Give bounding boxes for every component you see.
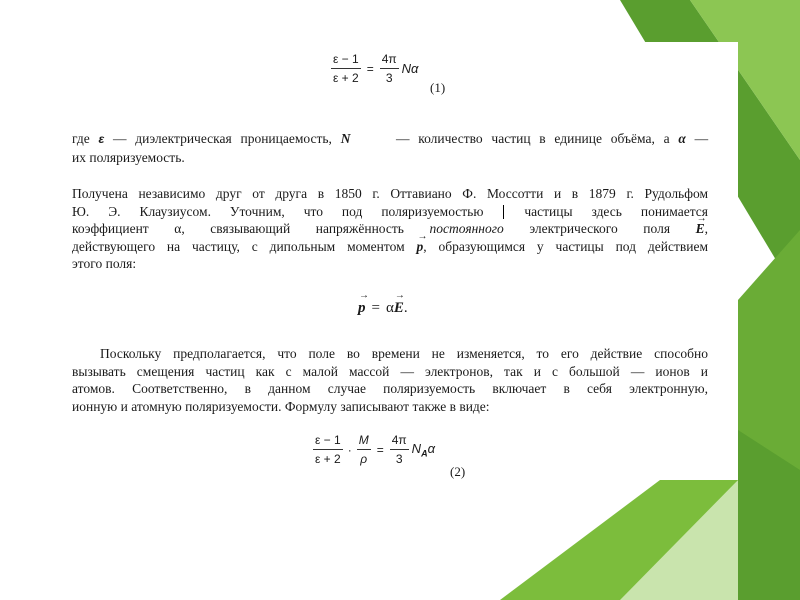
equation-number-2: (2) — [450, 464, 466, 479]
vector-E: → E — [696, 220, 705, 238]
paragraph-definitions: где ε — диэлектрическая проницаемость, N — количество частиц в единице объёма, а α — их поляризуемость. — [72, 131, 709, 165]
formula-clausius-mossotti: $\frac{\varepsilon - 1}{\varepsilon + 2}$ = $\frac{4\pi}{3}$ Nα — [333, 52, 419, 85]
fraction-epsilon-2: $\frac{\varepsilon - 1}{\varepsilon + 2}$ — [315, 433, 341, 466]
fraction-four-pi-three: $\frac{4\pi}{3}$ — [381, 52, 397, 85]
vector-p: → p — [416, 238, 423, 256]
paragraph-history: Получена независимо друг от друга в 1850 г. Оттавиано Ф. Моссотти и в 1879 г. Рудольфом Ю. Э. Клаузиусом. Уточним, что под поляризуемостью частицы здесь понимается коэффициент α, связывающий напряжённость постоянного электрического поля → E, действующего на частицу, с дипольным моментом → p, образующимся у частицы под действием этого поля: — [72, 185, 708, 273]
equation-number-1: (1) — [430, 80, 446, 95]
formula-dipole-moment: → p = α → E . — [358, 300, 408, 317]
fraction-epsilon: $\frac{\varepsilon - 1}{\varepsilon + 2}$ — [333, 52, 359, 85]
paragraph-polarizability: Поскольку предполагается, что поле во времени не изменяется, то его действие способно вызывать смещения частиц как с малой массой — электронов, так и с большой — ионов и атомов. Соответственно, в данном случае поляризуемость включает в себя электронную, ионную и атомную поляризуемости. Формулу записывают также в виде: — [72, 346, 708, 414]
fraction-four-pi-three-2: $\frac{4\pi}{3}$ — [391, 433, 407, 466]
document-page — [62, 42, 738, 480]
fraction-M-rho: $\frac{M}{\rho}$ — [358, 433, 369, 466]
formula-molar-polarization: $\frac{\varepsilon - 1}{\varepsilon + 2}$ · $\frac{M}{\rho}$ = $\frac{4\pi}{3}$ $N_A\alpha$ — [315, 433, 435, 466]
text-cursor — [503, 205, 504, 219]
